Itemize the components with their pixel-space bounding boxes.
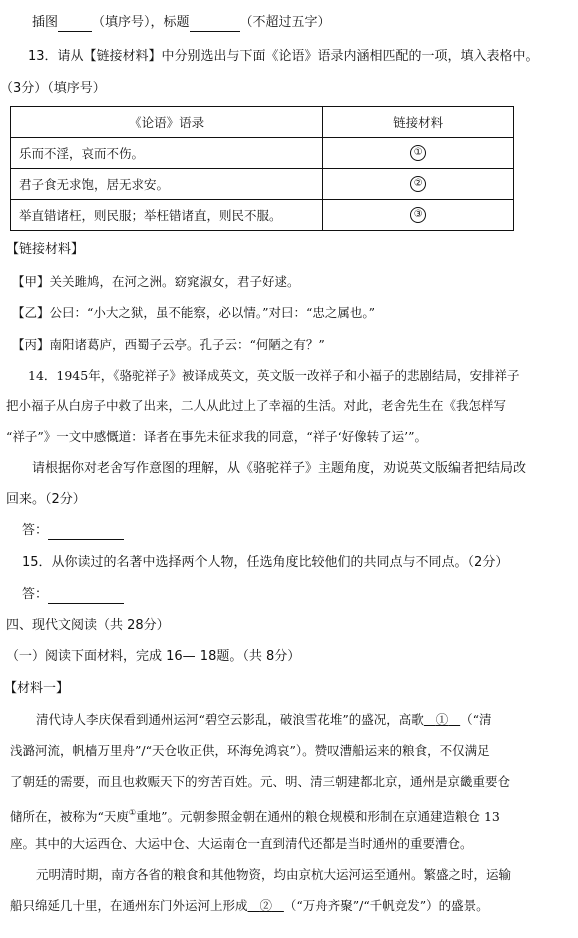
material-bing: 【丙】南阳诸葛庐，西蜀子云亭。孔子云：“何陋之有？” [12,337,325,352]
table-header-material: 链接材料 [323,107,514,138]
table-cell-answer[interactable] [323,169,514,200]
table-cell-answer[interactable] [323,200,514,231]
section4-sub: （一）阅读下面材料，完成 16— 18题。（共 8分） [6,649,301,664]
circled-number: ③ [410,207,426,223]
circled-number: ② [410,176,426,192]
material-title: 【链接材料】 [6,242,85,257]
q14-p2: 把小福子从白房子中救了出来，二人从此过上了幸福的生活。对此，老舍先生在《我怎样写 [6,398,507,413]
table-header-quote: 《论语》语录 [11,107,323,138]
q14-p3: “祥子”》一文中感慨道：译者在事先未征求我的同意，“祥子‘好像转了运’”。 [6,429,428,444]
table-cell-quote: 举直错诸枉，则民服；举枉错诸直，则民不服。 [11,200,323,231]
passage-line6: 元明清时期，南方各省的粮食和其他物资，均由京杭大运河运至通州。繁盛之时，运输 [36,867,512,882]
material-yi: 【乙】公曰：“小大之狱，虽不能察，必以情。”对曰：“忠之属也。” [12,305,376,320]
passage-line4: 储所在，被称为“天庾①重地”。元朝参照金朝在通州的粮仓规模和形制在京通建造粮仓 13 [10,808,500,824]
q15-answer-blank[interactable] [48,589,124,604]
lunyu-table [10,106,514,231]
q14-answer-blank[interactable] [48,525,124,540]
passage-line5: 座。其中的大运西仓、大运中仓、大运南仓一直到清代还都是当时通州的重要漕仓。 [10,836,473,851]
table-cell-quote: 君子食无求饱，居无求安。 [11,169,323,200]
table-row [11,200,514,231]
table-row [11,169,514,200]
passage-line3: 了朝廷的需要，而且也救赈天下的穷苦百姓。元、明、清三朝建都北京，通州是京畿重要仓 [10,774,511,789]
q14-p4: 请根据你对老舍写作意图的理解，从《骆驼祥子》主题角度，劝说英文版编者把结局改 [32,461,527,476]
q13-line2: （3分）（填序号） [0,81,106,96]
figure-number-blank[interactable] [58,17,92,32]
passage-line7: 船只绵延几十里，在通州东门外运河上形成 ② （“万舟齐聚”/“千帆竞发”）的盛景。 [10,898,489,913]
q15-answer: 答： [22,586,124,604]
footnote-mark: ① [128,808,137,817]
circled-number: ① [410,145,426,161]
title-blank[interactable] [190,17,240,32]
q12-tail: 插图 （填序号），标题 （不超过五字） [32,15,331,30]
passage-blank-1[interactable]: ① [435,712,449,727]
table-cell-answer[interactable] [323,138,514,169]
q13-line1: 13．请从【链接材料】中分别选出与下面《论语》语录内涵相匹配的一项，填入表格中。 [28,49,539,64]
q15-text: 15．从你读过的名著中选择两个人物，任选角度比较他们的共同点与不同点。（2分） [22,555,509,570]
passage-blank-2[interactable]: ② [259,898,272,913]
table-header-row [11,107,514,138]
q14-p5: 回来。（2分） [6,492,86,507]
q14-answer: 答： [22,522,124,540]
q14-p1: 14．1945年，《骆驼祥子》被译成英文，英文版一改祥子和小福子的悲剧结局，安排祥子 [28,368,520,383]
section4-title: 四、现代文阅读（共 28分） [6,618,170,633]
table-row [11,138,514,169]
passage-line1: 清代诗人李庆保看到通州运河“碧空云影乱，破浪雪花堆”的盛况，高歌 ① （“清 [36,712,492,727]
material1-title: 【材料一】 [4,681,70,696]
table-cell-quote: 乐而不淫，哀而不伤。 [11,138,323,169]
passage-line2: 浅潞河流，帆樯万里舟”/“天仓收正供，环海免鸿哀”）。赞叹漕船运来的粮食，不仅满足 [10,743,490,758]
material-jia: 【甲】关关雎鸠，在河之洲。窈窕淑女，君子好逑。 [12,274,300,289]
